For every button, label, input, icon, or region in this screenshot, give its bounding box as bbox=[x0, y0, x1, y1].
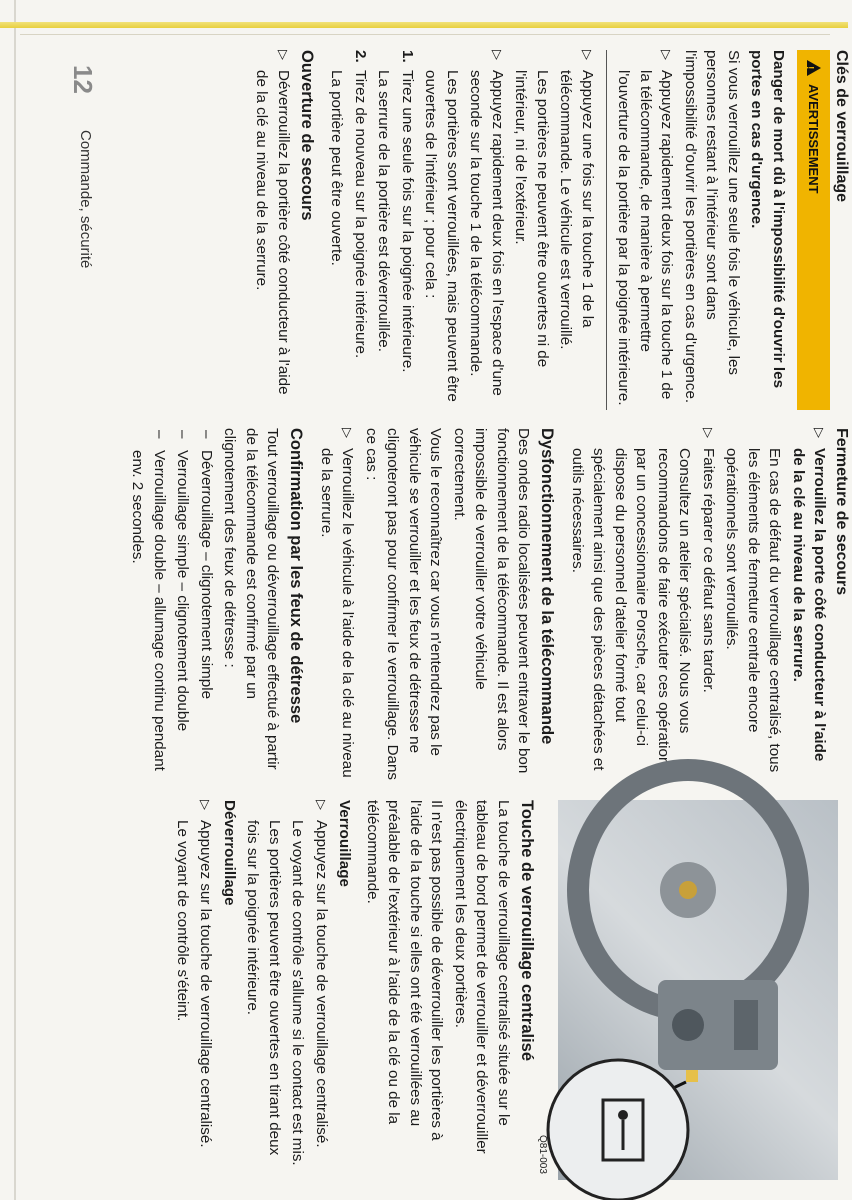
verr-cont-2: Les portières peuvent être ouvertes en tirant deux fois sur la poignée intérieure. bbox=[244, 820, 283, 1156]
step-2-text: Tirez de nouveau sur la poignée intérieure. bbox=[352, 70, 369, 359]
bullet-twice-cont: Les portières sont verrouillées, mais peuvent être ouvertes de l'intérieur ; pour cela : bbox=[422, 70, 461, 402]
heading-verrouillage: Verrouillage bbox=[336, 800, 354, 887]
dever-bullet-text: Appuyez sur la touche de verrouillage centralisé. bbox=[197, 820, 215, 1148]
page-number: 12 bbox=[68, 65, 98, 94]
warning-label: AVERTISSEMENT bbox=[806, 84, 822, 194]
secours-bullet bbox=[251, 50, 294, 410]
page-binding-edge bbox=[14, 0, 16, 1200]
step-1-text: Tirez une seule fois sur la poignée intérieure. bbox=[399, 70, 416, 373]
secours-bullet-text: Déverrouillez la portière côté conducteur à l'aide de la clé au niveau de la serrure. bbox=[253, 70, 292, 395]
triangle-bullet-icon: ▷ bbox=[701, 428, 716, 438]
dys-bullet-text: Verrouillez le véhicule à l'aide de la clé au niveau de la serrure. bbox=[318, 448, 357, 778]
bullet-once-cont: Les portières ne peuvent être ouvertes ni de l'intérieur, ni de l'extérieur. bbox=[512, 70, 551, 368]
rotated-page-content bbox=[38, 50, 850, 1180]
step-2-cont: La portière peut être ouverte. bbox=[328, 70, 346, 266]
triangle-bullet-icon: ▷ bbox=[812, 428, 828, 438]
running-head-2: Fermeture de secours bbox=[833, 428, 850, 596]
warning-bar bbox=[797, 50, 831, 410]
triangle-bullet-icon: ▷ bbox=[659, 50, 675, 60]
verr-bullet bbox=[311, 800, 333, 1170]
warning-bullet-text: Appuyez rapidement deux fois sur la touche 1 de la télécommande, de manière à permettre l'ouverture de la portière par la poignée intérieure. bbox=[615, 70, 676, 406]
step-1-cont: La serrure de la portière est déverrouillée. bbox=[375, 70, 393, 352]
bullet-once bbox=[555, 50, 598, 410]
triangle-bullet-icon: ▷ bbox=[490, 50, 505, 60]
column-3 bbox=[170, 800, 539, 1170]
col2-bullet-1-text: Verrouillez la porte côté conducteur à l'aide de la clé au niveau de la serrure. bbox=[790, 448, 829, 762]
column-1 bbox=[249, 50, 850, 410]
col2-bullet-2-text: Faites réparer ce défaut sans tarder. bbox=[700, 448, 717, 693]
dys-text: Des ondes radio localisées peuvent entraver le bon fonctionnement de la télécommande. Il est alors impossible de verrouiller votre véhicule correctement. bbox=[451, 428, 533, 774]
step-2: 2. Tirez de nouveau sur la poignée intérieure. bbox=[352, 50, 369, 359]
heading-confirmation: Confirmation par les feux de détresse bbox=[287, 428, 306, 724]
top-rule bbox=[20, 34, 830, 35]
triangle-bullet-icon: ▷ bbox=[314, 800, 329, 810]
warning-text: Si vous verrouillez une seule fois le véhicule, les personnes restant à l'intérieur sont dans l'impossibilité d'ouvrir les portières en cas d'urgence. bbox=[682, 50, 742, 404]
figure-label: Q81-003 bbox=[537, 1135, 548, 1174]
col2-bullet-2 bbox=[698, 428, 720, 783]
conf-dash-2: – Verrouillage simple – clignotement double bbox=[174, 430, 192, 732]
warning-icon bbox=[807, 60, 821, 76]
touche-text: La touche de verrouillage centralisé située sur le tableau de bord permet de verrouiller et déverrouiller électriquement les deux portières. bbox=[452, 800, 512, 1154]
dever-bullet bbox=[195, 800, 217, 1170]
conf-dash-1: – Déverrouillage – clignotement simple bbox=[198, 430, 215, 700]
conf-text: Tout verrouillage ou déverrouillage effectué à partir de la télécommande est confirmé par un clignotement des feux de détresse : bbox=[221, 428, 282, 770]
triangle-bullet-icon: ▷ bbox=[198, 800, 214, 810]
dashboard-illustration bbox=[558, 800, 838, 1180]
triangle-bullet-icon: ▷ bbox=[580, 50, 595, 60]
heading-deverrouillage: Déverrouillage bbox=[221, 800, 238, 906]
column-2 bbox=[125, 428, 850, 783]
bullet-twice bbox=[465, 50, 508, 410]
triangle-bullet-icon: ▷ bbox=[276, 50, 291, 60]
warning-end-rule bbox=[606, 50, 607, 410]
page-section: Commande, sécurité bbox=[77, 130, 94, 269]
step-1: 1. Tirez une seule fois sur la poignée intérieure. bbox=[399, 50, 416, 373]
heading-dysfonctionnement: Dysfonctionnement de la télécommande bbox=[538, 428, 557, 745]
warning-title: Danger de mort dû à l'impossibilité d'ouvrir les portes en cas d'urgence. bbox=[748, 50, 787, 389]
bullet-twice-text: Appuyez rapidement deux fois en l'espace d'une seconde sur la touche 1 de la télécommande. bbox=[467, 70, 506, 396]
verr-bullet-text: Appuyez sur la touche de verrouillage centralisé. bbox=[313, 820, 330, 1148]
bullet-once-text: Appuyez une fois sur la touche 1 de la télécommande. Le véhicule est verrouillé. bbox=[557, 70, 596, 350]
dys-text-2: Vous le reconnaîtrez car vous n'entendrez pas le véhicule se verrouiller et les feux de détresse ne clignoteront pas pour confirmer le verrouillage. Dans ce cas : bbox=[363, 428, 445, 781]
running-head-1: Clés de verrouillage bbox=[833, 50, 850, 203]
top-color-strip bbox=[0, 22, 848, 28]
touche-text-2: Il n'est pas possible de déverrouiller les portières à l'aide de la touche si elles ont été verrouillées au préalable de l'extérieur à l'aide de la clé ou de la télécommande. bbox=[364, 800, 446, 1141]
heading-ouverture-secours: Ouverture de secours bbox=[298, 50, 316, 221]
verr-cont: Le voyant de contrôle s'allume si le contact est mis. bbox=[289, 820, 307, 1166]
triangle-bullet-icon: ▷ bbox=[340, 428, 356, 438]
conf-dash-3: – Verrouillage double – allumage continu pendant env. 2 secondes. bbox=[129, 430, 168, 771]
warning-bullet bbox=[613, 50, 678, 410]
dys-bullet bbox=[316, 428, 359, 783]
dashboard-figure bbox=[558, 800, 838, 1180]
col2-bullet-2-cont: Consultez un atelier spécialisé. Nous vous recommandons de faire exécuter ces opérations par un concessionnaire Porsche, car celui-ci dispose du personnel d'atelier formé tout spécialement ainsi que des pièces détachées et outils nécessaires. bbox=[569, 448, 694, 774]
heading-touche: Touche de verrouillage centralisé bbox=[518, 800, 536, 1062]
dever-cont: Le voyant de contrôle s'éteint. bbox=[174, 820, 191, 1022]
col2-bullet-1 bbox=[788, 428, 831, 783]
col2-bullet-1-cont: En cas de défaut du verrouillage centralisé, tous les éléments de fermeture centrale encore opérationnels sont verrouillés. bbox=[723, 448, 784, 773]
